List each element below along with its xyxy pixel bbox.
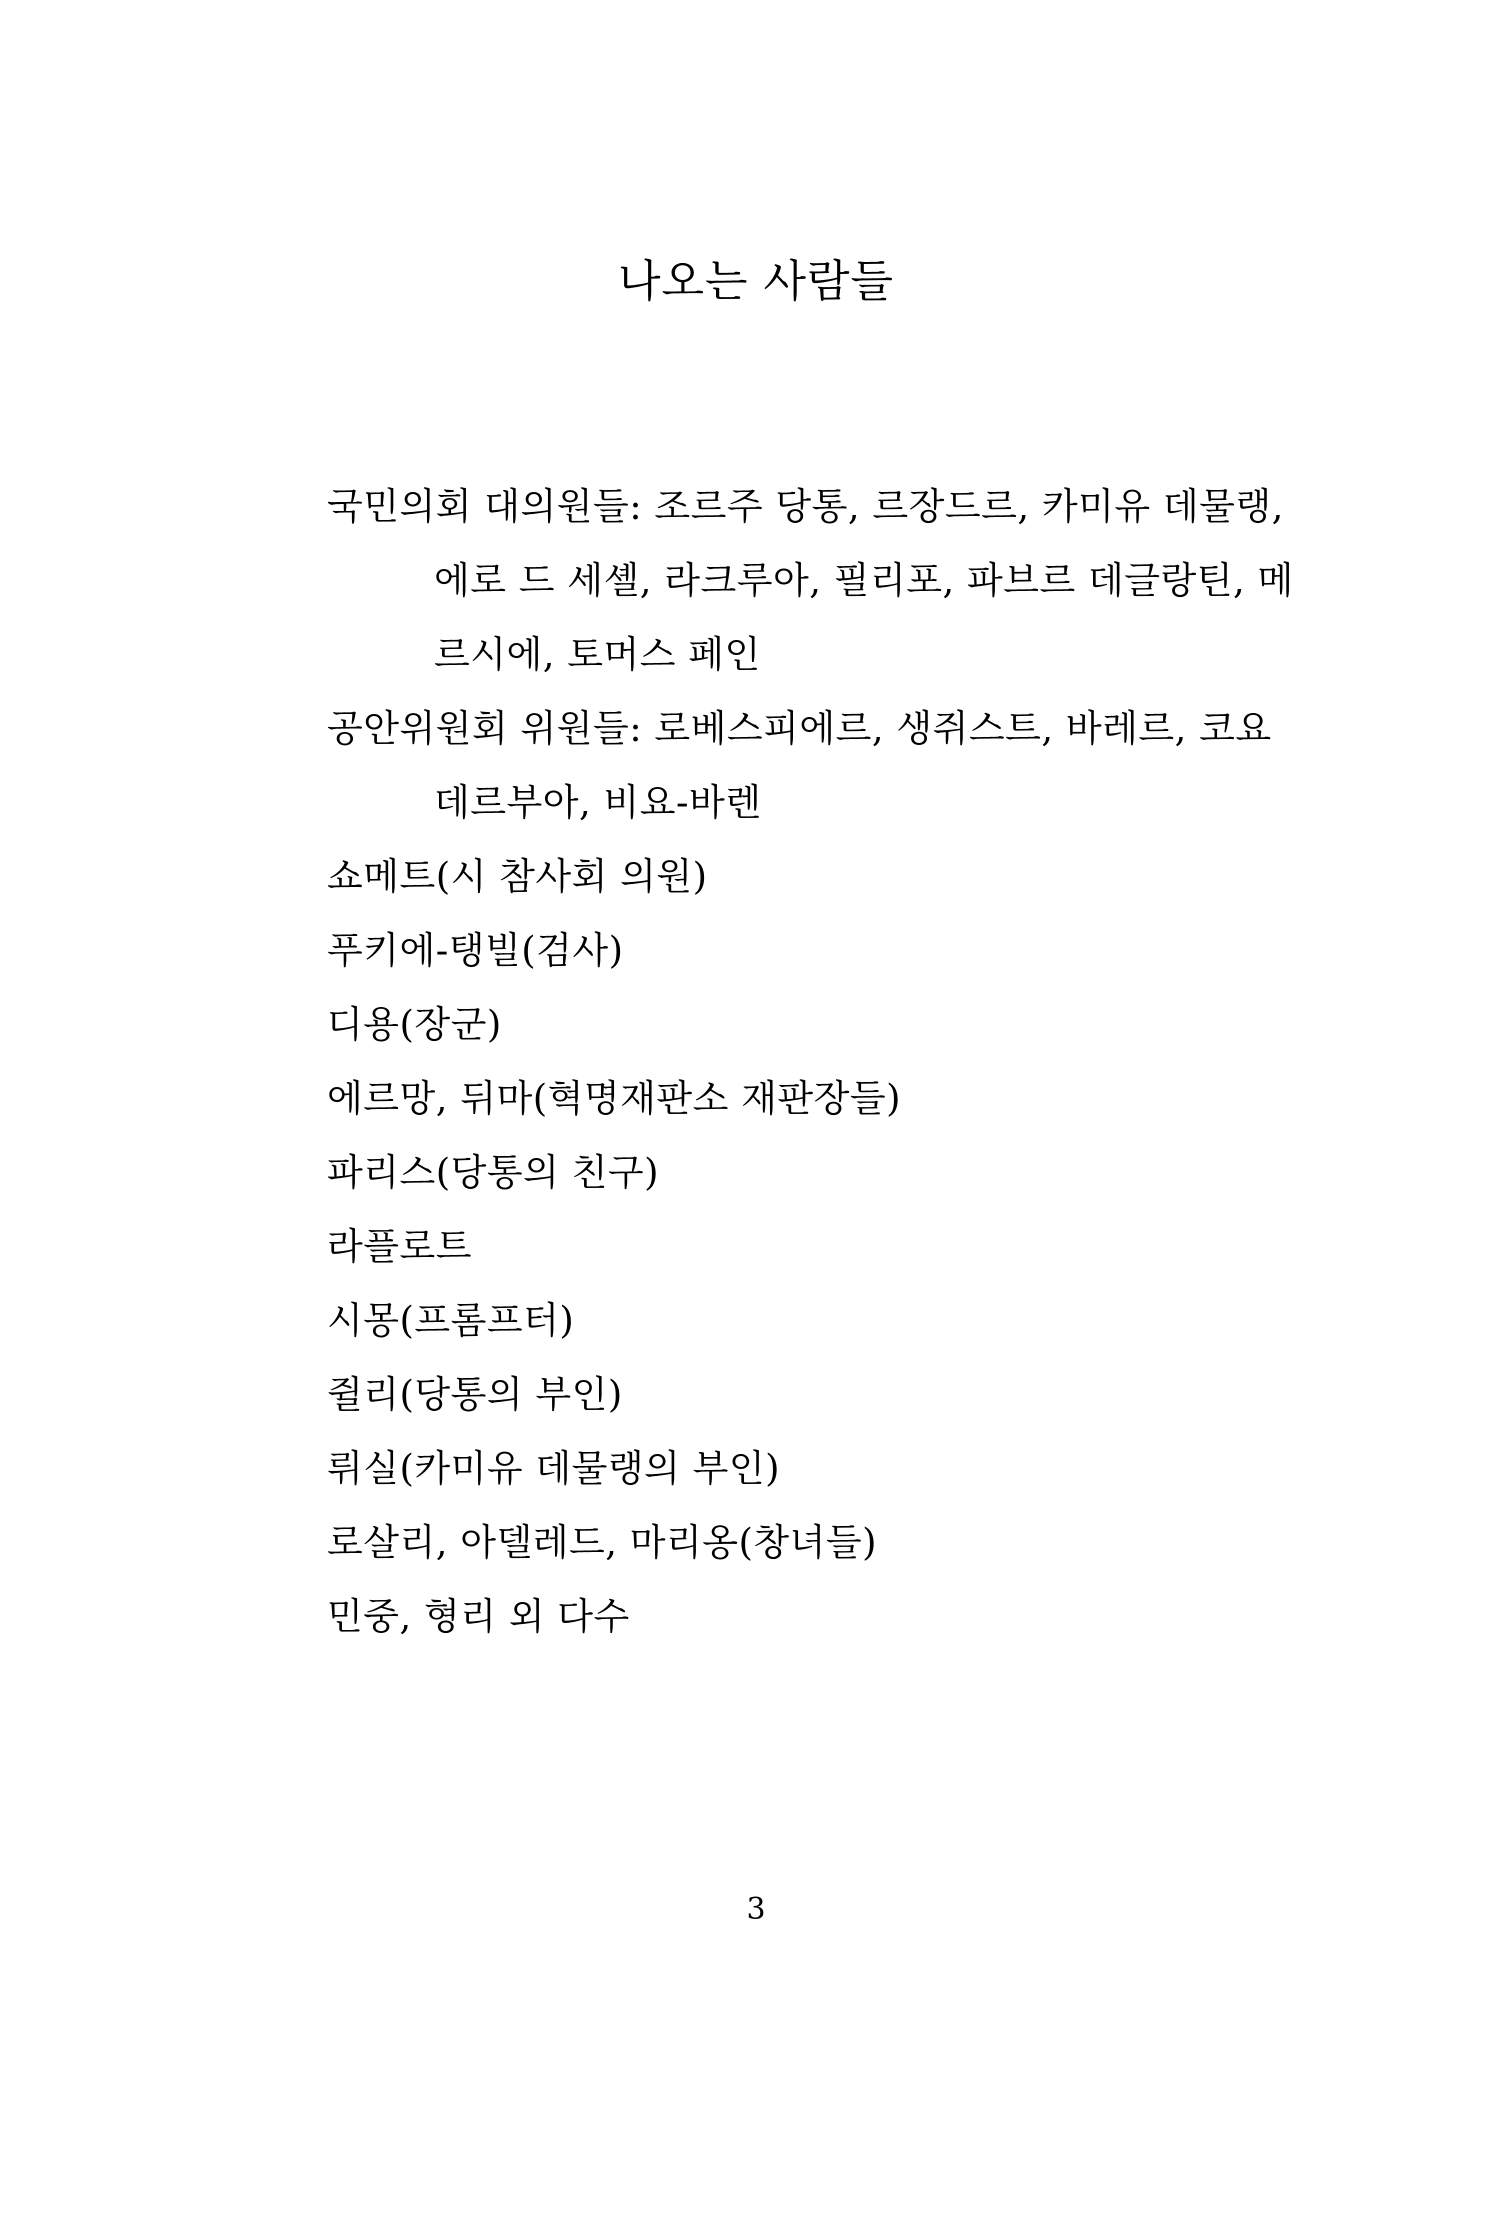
cast-entry-continuation-line: 데르부아, 비요-바렌 (434, 781, 762, 824)
cast-entry-line: 시몽(프롬프터) (327, 1299, 575, 1342)
cast-entry-line: 뤼실(카미유 데물랭의 부인) (327, 1447, 781, 1490)
cast-entry-line: 푸키에-탱빌(검사) (327, 929, 624, 972)
cast-entry-continuation-line: 르시에, 토머스 페인 (434, 633, 761, 676)
cast-entry (327, 1580, 1267, 1654)
cast-entry (327, 1284, 1267, 1358)
cast-entry-line: 에르망, 뒤마(혁명재판소 재판장들) (327, 1077, 902, 1120)
cast-entry (327, 1136, 1267, 1210)
cast-entry-line: 공안위원회 위원들: 로베스피에르, 생쥐스트, 바레르, 코요 (327, 707, 1272, 750)
cast-entry (327, 692, 1272, 840)
cast-entry-line: 민중, 형리 외 다수 (327, 1595, 630, 1638)
cast-entry-line: 쥘리(당통의 부인) (327, 1373, 623, 1416)
cast-entry (327, 914, 1267, 988)
cast-entry (327, 1210, 1267, 1284)
cast-entry (327, 470, 1294, 692)
cast-entry-line: 국민의회 대의원들: 조르주 당통, 르장드르, 카미유 데물랭, (327, 485, 1284, 528)
cast-entry (327, 1506, 1267, 1580)
page-number: 3 (746, 1892, 766, 1927)
cast-entry (327, 988, 1267, 1062)
cast-entry (327, 840, 1267, 914)
cast-entry-line: 쇼메트(시 참사회 의원) (327, 855, 708, 898)
cast-entry (327, 1062, 1267, 1136)
page-title: 나오는 사람들 (617, 256, 894, 307)
cast-entry-line: 파리스(당통의 친구) (327, 1151, 660, 1194)
cast-list (327, 470, 1294, 1654)
cast-entry (327, 1432, 1267, 1506)
cast-entry-line: 라플로트 (327, 1225, 472, 1268)
cast-entry-line: 디용(장군) (327, 1003, 502, 1046)
cast-entry (327, 1358, 1267, 1432)
cast-entry-line: 로살리, 아델레드, 마리옹(창녀들) (327, 1521, 878, 1564)
cast-entry-continuation-line: 에로 드 세셸, 라크루아, 필리포, 파브르 데글랑틴, 메 (434, 559, 1294, 602)
